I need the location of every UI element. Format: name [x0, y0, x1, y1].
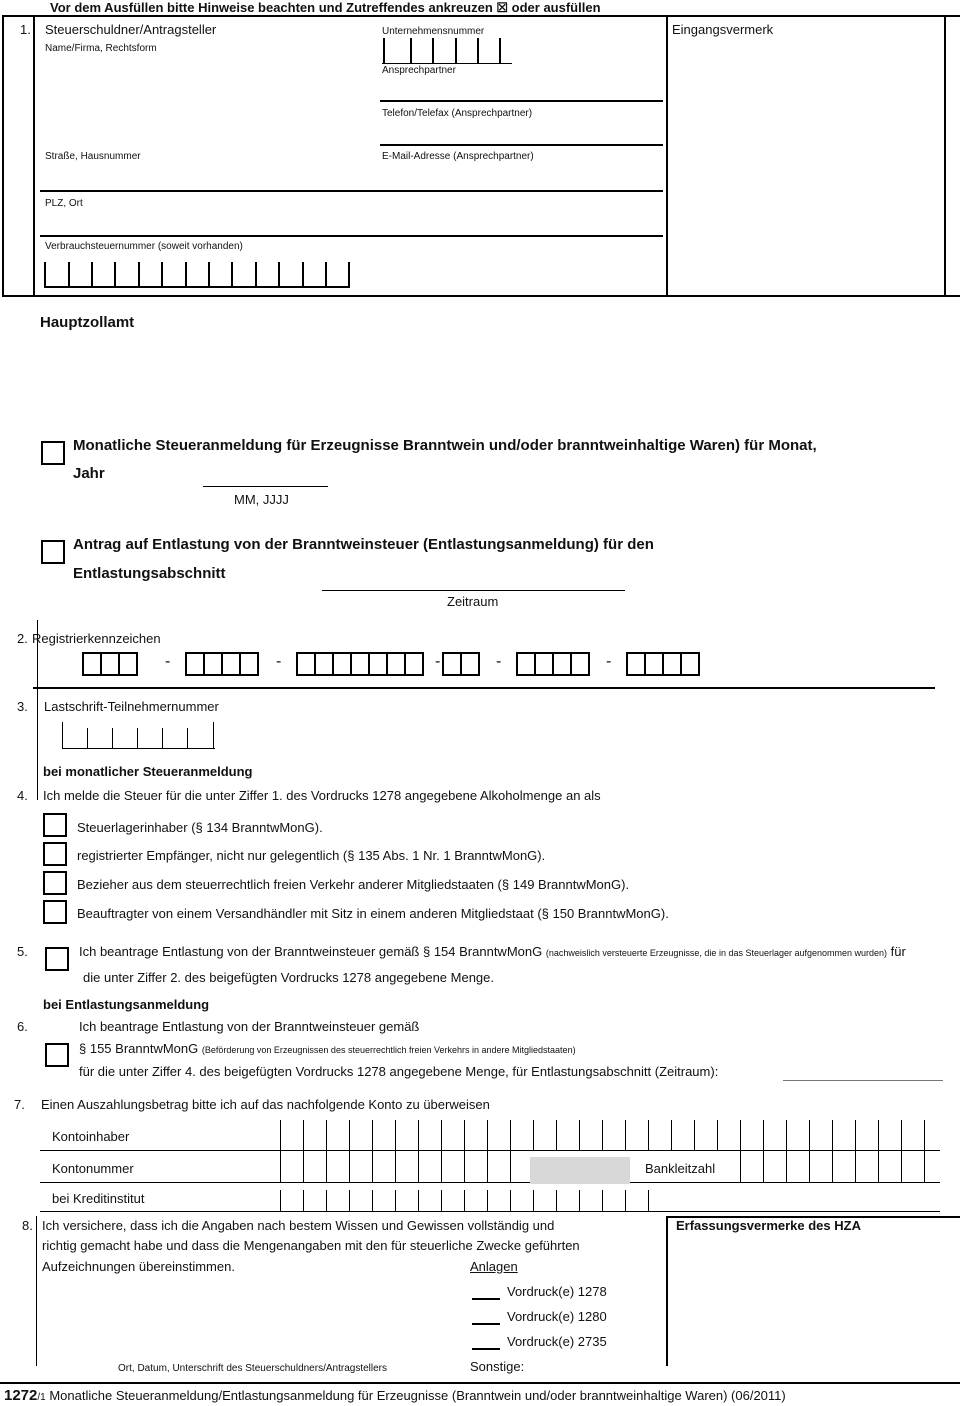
- separator-dash: -: [165, 653, 171, 670]
- tick: [187, 728, 188, 748]
- relief-application-label-2: Entlastungsabschnitt: [73, 565, 226, 582]
- separator-dash: -: [435, 653, 441, 670]
- sonstige-label: Sonstige:: [470, 1359, 525, 1374]
- footer-line: [0, 1382, 960, 1384]
- tick: [477, 38, 479, 63]
- monthly-declaration-label-2: Jahr: [73, 465, 105, 482]
- tick: [68, 262, 70, 286]
- section6-number: 6.: [17, 1019, 28, 1034]
- tick: [138, 262, 140, 286]
- beauftragter-label: Beauftragter von einem Versandhändler mit Sitz in einem anderen Mitgliedstaat (§ 150 BranntwMonG).: [77, 906, 669, 921]
- tick: [255, 262, 257, 286]
- form-title: Monatliche Steueranmeldung/Entlastungsanmeldung für Erzeugnisse (Branntwein und/oder branntweinhaltige Waren) (06/2011): [49, 1388, 786, 1403]
- registrierkennzeichen-label: Registrierkennzeichen: [32, 631, 161, 646]
- section5-number: 5.: [17, 944, 28, 959]
- section5-line2: die unter Ziffer 2. des beigefügten Vordrucks 1278 angegebene Menge.: [83, 970, 494, 985]
- anlagen-label: Anlagen: [470, 1259, 518, 1274]
- section6-para-text: [79, 1041, 576, 1056]
- month-year-field[interactable]: [203, 486, 328, 487]
- kontoinhaber-label: Kontoinhaber: [52, 1129, 130, 1144]
- section6-text: Ich beantrage Entlastung von der Branntweinsteuer gemäß: [79, 1019, 420, 1034]
- ansprechpartner-label: Ansprechpartner: [382, 65, 456, 76]
- zeitraum-field[interactable]: [322, 590, 625, 591]
- section5-text: [79, 944, 906, 959]
- kontonummer-label: Kontonummer: [52, 1161, 134, 1176]
- lastschrift-field[interactable]: [62, 722, 215, 749]
- tick: [410, 38, 412, 63]
- unternehmensnummer-field[interactable]: [382, 63, 512, 64]
- kreditinstitut-field[interactable]: [40, 1211, 940, 1212]
- tick: [114, 262, 116, 286]
- steuerlagerinhaber-label: Steuerlagerinhaber (§ 134 BranntwMonG).: [77, 820, 323, 835]
- erfassungsvermerke-label: Erfassungsvermerke des HZA: [676, 1218, 861, 1233]
- form-footer: [4, 1387, 786, 1404]
- section6-checkbox[interactable]: [45, 1043, 69, 1067]
- bankleitzahl-label: Bankleitzahl: [645, 1161, 716, 1176]
- name-firma-label: Name/Firma, Rechtsform: [45, 43, 157, 54]
- tick: [62, 722, 63, 748]
- section8-number: 8.: [22, 1218, 33, 1233]
- section6-heading: bei Entlastungsanmeldung: [43, 997, 210, 1012]
- section1-title: Steuerschuldner/Antragsteller: [45, 22, 217, 37]
- tick: [112, 728, 113, 748]
- tick: [325, 262, 327, 286]
- tick: [278, 262, 280, 286]
- form-suffix: /1: [37, 1392, 46, 1403]
- tick: [348, 262, 350, 286]
- tick: [44, 262, 46, 286]
- section5-text-a: Ich beantrage Entlastung von der Branntweinsteuer gemäß § 154 BranntwMonG: [79, 944, 543, 959]
- hauptzollamt-label: Hauptzollamt: [40, 314, 135, 331]
- email-label: E-Mail-Adresse (Ansprechpartner): [382, 151, 534, 162]
- steuerlagerinhaber-checkbox[interactable]: [43, 813, 67, 837]
- tick: [162, 728, 163, 748]
- section8-line2: richtig gemacht habe und dass die Mengenangaben mit den für steuerliche Zwecke geführten: [42, 1238, 580, 1253]
- verbrauchsteuernummer-field[interactable]: [44, 262, 350, 288]
- section4-number: 4.: [17, 788, 28, 803]
- kontoinhaber-field[interactable]: [40, 1150, 940, 1151]
- signature-label: Ort, Datum, Unterschrift des Steuerschuldners/Antragstellers: [118, 1363, 387, 1374]
- unternehmensnummer-label: Unternehmensnummer: [382, 26, 485, 37]
- strasse-label: Straße, Hausnummer: [45, 151, 141, 162]
- verbrauch-label: Verbrauchsteuernummer (soweit vorhanden): [45, 241, 243, 252]
- section6-para: § 155 BranntwMonG: [79, 1041, 199, 1056]
- plz-field[interactable]: [40, 235, 663, 237]
- tick: [137, 728, 138, 748]
- month-year-hint: MM, JJJJ: [234, 492, 289, 507]
- tick: [432, 38, 434, 63]
- tick: [455, 38, 457, 63]
- tick: [383, 38, 385, 63]
- section7-text: Einen Auszahlungsbetrag bitte ich auf das nachfolgende Konto zu überweisen: [41, 1097, 490, 1112]
- relief-application-checkbox[interactable]: [41, 540, 65, 564]
- vordruck-2735-label: Vordruck(e) 2735: [507, 1334, 607, 1349]
- telefon-field[interactable]: [380, 144, 663, 146]
- section8-line3: Aufzeichnungen übereinstimmen.: [42, 1259, 235, 1274]
- vordruck-2735-count[interactable]: [472, 1348, 500, 1350]
- telefon-label: Telefon/Telefax (Ansprechpartner): [382, 108, 533, 119]
- form-instruction: Vor dem Ausfüllen bitte Hinweise beachten und Zutreffendes ankreuzen ☒ oder ausfüllen: [50, 0, 601, 15]
- shaded-cell: [530, 1157, 630, 1184]
- left-margin-line: [37, 620, 38, 800]
- tick: [87, 728, 88, 748]
- plz-label: PLZ, Ort: [45, 198, 83, 209]
- tick: [213, 722, 214, 748]
- section5-text-b: für: [890, 944, 906, 959]
- tick: [208, 262, 210, 286]
- relief-application-label: Antrag auf Entlastung von der Branntweinsteuer (Entlastungsanmeldung) für den: [73, 536, 654, 553]
- section8-line1: Ich versichere, dass ich die Angaben nach bestem Wissen und Gewissen vollständig und: [42, 1218, 555, 1233]
- section1-divider-right2: [944, 15, 946, 297]
- eingangsvermerk-label: Eingangsvermerk: [672, 22, 774, 37]
- kreditinstitut-label: bei Kreditinstitut: [52, 1191, 145, 1206]
- registrierter-empfaenger-checkbox[interactable]: [43, 842, 67, 866]
- bezieher-checkbox[interactable]: [43, 871, 67, 895]
- tick: [91, 262, 93, 286]
- section5-checkbox[interactable]: [45, 947, 69, 971]
- vordruck-1278-count[interactable]: [472, 1298, 500, 1300]
- section8-left-line: [36, 1216, 37, 1366]
- monthly-declaration-checkbox[interactable]: [41, 441, 65, 465]
- section1-divider-right: [666, 15, 668, 297]
- zeitraum-input-line[interactable]: [783, 1080, 943, 1081]
- separator-dash: -: [496, 653, 502, 670]
- strasse-email-field[interactable]: [40, 190, 663, 192]
- separator-dash: -: [276, 653, 282, 670]
- section7-number: 7.: [14, 1097, 25, 1112]
- section1-divider-left: [33, 15, 35, 297]
- tick: [161, 262, 163, 286]
- zeitraum-hint: Zeitraum: [447, 594, 499, 609]
- section6-line2: für die unter Ziffer 4. des beigefügten Vordrucks 1278 angegebene Menge, für Entlastungsabschnitt (Zeitraum):: [79, 1064, 719, 1079]
- tick: [231, 262, 233, 286]
- form-number: 1272: [4, 1387, 38, 1404]
- tick: [499, 38, 501, 63]
- section6-para-small: (Beförderung von Erzeugnissen des steuerrechtlich freien Verkehrs in andere Mitgliedstaaten): [201, 1045, 576, 1055]
- tick: [302, 262, 304, 286]
- section2-bottom-line: [33, 687, 935, 689]
- section8-divider: [666, 1216, 668, 1366]
- section4-text: Ich melde die Steuer für die unter Ziffer 1. des Vordrucks 1278 angegebene Alkoholmenge an als: [43, 788, 601, 803]
- vordruck-1280-label: Vordruck(e) 1280: [507, 1309, 607, 1324]
- section2-number: 2.: [17, 631, 28, 646]
- bezieher-label: Bezieher aus dem steuerrechtlich freien Verkehr anderer Mitgliedstaaten (§ 149 BranntwMonG).: [77, 877, 630, 892]
- kontonummer-field[interactable]: [40, 1182, 940, 1183]
- tick: [185, 262, 187, 286]
- section5-text-small: (nachweislich versteuerte Erzeugnisse, die in das Steuerlager aufgenommen wurden): [545, 948, 888, 958]
- beauftragter-checkbox[interactable]: [43, 900, 67, 924]
- registrierter-empfaenger-label: registrierter Empfänger, nicht nur gelegentlich (§ 135 Abs. 1 Nr. 1 BranntwMonG).: [77, 848, 546, 863]
- section1-number: 1.: [20, 22, 31, 37]
- monthly-declaration-label: Monatliche Steueranmeldung für Erzeugnisse Branntwein und/oder branntweinhaltige Waren) für Monat,: [73, 437, 817, 454]
- separator-dash: -: [606, 653, 612, 670]
- vordruck-1280-count[interactable]: [472, 1323, 500, 1325]
- vordruck-1278-label: Vordruck(e) 1278: [507, 1284, 607, 1299]
- lastschrift-label: Lastschrift-Teilnehmernummer: [44, 699, 219, 714]
- section3-number: 3.: [17, 699, 28, 714]
- ansprechpartner-field[interactable]: [380, 100, 663, 102]
- section4-heading: bei monatlicher Steueranmeldung: [43, 764, 253, 779]
